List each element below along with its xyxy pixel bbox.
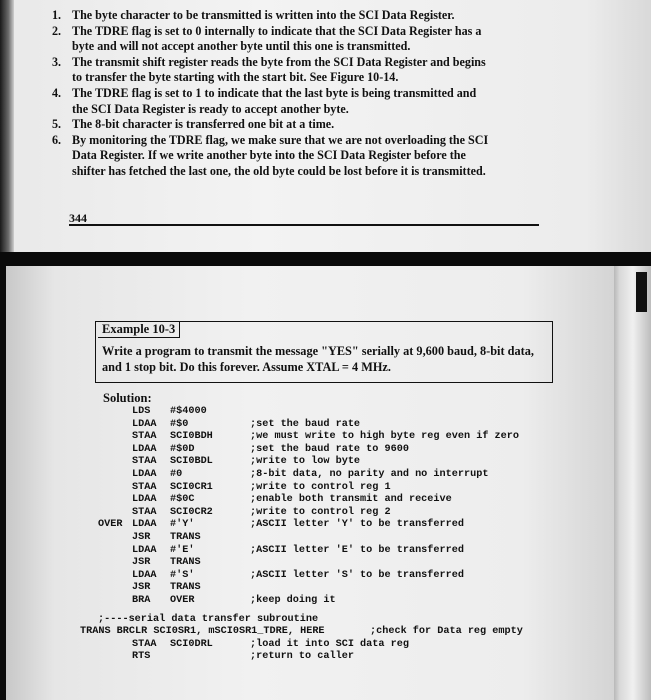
list-item-text: The transmit shift register reads the byte from the SCI Data Register and begins to transfer the byte starting with the start bit. See Figure 10-14.: [72, 54, 486, 85]
code-opcode: JSR: [132, 531, 151, 543]
code-line: [98, 570, 598, 583]
code-operand: SCI0CR1: [170, 481, 213, 493]
list-item: 3. The transmit shift register reads the byte from the SCI Data Register and begins to transfer the byte starting with the start bit. See Figure 10-14.: [52, 54, 486, 85]
code-comment: ;8-bit data, no parity and no interrupt: [250, 468, 489, 480]
code-line: [98, 469, 598, 482]
code-opcode: STAA: [132, 456, 157, 468]
code-opcode: LDAA: [132, 519, 157, 531]
code-comment: ;write to control reg 2: [250, 506, 391, 518]
code-opcode: LDAA: [132, 443, 157, 455]
spine-mark: [636, 272, 647, 312]
list-item: 4. The TDRE flag is set to 1 to indicate that the last byte is being transmitted and the SCI Data Register is ready to accept another byte.: [52, 85, 477, 116]
code-line: [98, 456, 598, 469]
code-line: [98, 582, 598, 595]
list-item-text: The 8-bit character is transferred one bit at a time.: [72, 117, 335, 132]
code-instruction: TRANS BRCLR SCI0SR1, mSCI0SR1_TDRE, HERE: [80, 626, 325, 638]
subroutine-header: ;----serial data transfer subroutine: [98, 613, 319, 625]
code-line: [98, 419, 598, 432]
list-item: 5. The 8-bit character is transferred one bit at a time.: [52, 117, 335, 132]
code-line: [98, 494, 598, 507]
code-opcode: BRA: [132, 594, 151, 606]
code-comment: ;enable both transmit and receive: [250, 494, 452, 506]
code-comment: ;ASCII letter 'E' to be transferred: [250, 544, 464, 556]
list-item-text: The TDRE flag is set to 0 internally to indicate that the SCI Data Register has a byte and will not accept another byte until this one is transmitted.: [72, 23, 482, 54]
code-operand: #0: [170, 468, 183, 480]
code-line: [98, 444, 598, 457]
example-box: [95, 321, 553, 383]
code-line: [98, 507, 598, 520]
code-operand: #$0: [170, 418, 189, 430]
code-opcode: RTS: [132, 651, 151, 663]
list-item-text: By monitoring the TDRE flag, we make sure that we are not overloading the SCI Data Register. If we write another byte into the SCI Data Register before the shifter has fetched the last one, the old byte could be lost before it is transmitted.: [72, 132, 489, 178]
code-opcode: LDAA: [132, 569, 157, 581]
code-opcode: LDS: [132, 406, 151, 417]
code-comment: ;we must write to high byte reg even if zero: [250, 431, 519, 443]
code-opcode: JSR: [132, 557, 151, 569]
code-comment: ;ASCII letter 'S' to be transferred: [250, 569, 464, 581]
example-title: Example 10-3: [98, 322, 180, 338]
solution-label: Solution:: [103, 391, 152, 405]
list-item: 2. The TDRE flag is set to 0 internally to indicate that the SCI Data Register has a byte and will not accept another byte until this one is transmitted.: [52, 23, 482, 54]
code-comment: ;write to control reg 1: [250, 481, 391, 493]
code-label: OVER: [98, 519, 123, 531]
assembly-code-listing: [80, 406, 598, 664]
code-operand: #'S': [170, 569, 195, 581]
code-operand: OVER: [170, 594, 195, 606]
code-opcode: STAA: [132, 431, 157, 443]
code-opcode: STAA: [132, 506, 157, 518]
code-line: [98, 431, 598, 444]
code-operand: #$0C: [170, 494, 195, 506]
code-opcode: LDAA: [132, 468, 157, 480]
code-opcode: STAA: [132, 481, 157, 493]
code-line: [98, 557, 598, 570]
code-opcode: JSR: [132, 582, 151, 594]
code-operand: TRANS: [170, 557, 201, 569]
bottom-book-page: [6, 266, 614, 700]
code-operand: TRANS: [170, 582, 201, 594]
code-comment: ;check for Data reg empty: [370, 626, 523, 638]
code-line: [80, 626, 598, 639]
top-book-page: [0, 0, 651, 252]
code-opcode: LDAA: [132, 418, 157, 430]
numbered-step-list: [52, 8, 492, 180]
list-item-text: The TDRE flag is set to 1 to indicate that the last byte is being transmitted and the SCI Data Register is ready to accept another byte.: [72, 85, 477, 116]
code-operand: SCI0CR2: [170, 506, 213, 518]
example-prompt: Write a program to transmit the message "YES" serially at 9,600 baud, 8-bit data, and 1 stop bit. Do this forever. Assume XTAL = 4 MHz.: [102, 344, 534, 374]
code-comment: ;set the baud rate: [250, 418, 361, 430]
code-comment: ;return to caller: [250, 651, 354, 663]
page-number: 344: [69, 211, 87, 225]
code-comment: ;set the baud rate to 9600: [250, 443, 409, 455]
code-comment: ;ASCII letter 'Y' to be transferred: [250, 519, 464, 531]
code-line: [98, 639, 598, 652]
code-line: [98, 595, 598, 608]
code-line: [98, 651, 598, 664]
page-footer-rule: [69, 210, 539, 226]
code-comment: ;keep doing it: [250, 594, 336, 606]
code-operand: #$0D: [170, 443, 195, 455]
list-item: 1. The byte character to be transmitted is written into the SCI Data Register.: [52, 8, 455, 22]
code-opcode: STAA: [132, 638, 157, 650]
code-operand: SCI0DRL: [170, 638, 213, 650]
code-line: [98, 545, 598, 558]
main-program: [98, 406, 598, 608]
list-item-text: The byte character to be transmitted is written into the SCI Data Register.: [72, 8, 455, 22]
code-line: [98, 406, 598, 419]
code-opcode: LDAA: [132, 494, 157, 506]
code-comment: ;write to low byte: [250, 456, 361, 468]
code-operand: #'Y': [170, 519, 195, 531]
code-operand: SCI0BDL: [170, 456, 213, 468]
subroutine-body: [98, 639, 598, 664]
code-opcode: LDAA: [132, 544, 157, 556]
page-gutter-shadow: [0, 0, 14, 252]
code-operand: TRANS: [170, 531, 201, 543]
code-operand: SCI0BDH: [170, 431, 213, 443]
code-line: [98, 482, 598, 495]
code-line: [98, 532, 598, 545]
code-line: [98, 519, 598, 532]
list-item: 6. By monitoring the TDRE flag, we make sure that we are not overloading the SCI Data Register. If we write another byte into the SCI Data Register before the shifter has fetched the last one, the old byte could be lost before it is transmitted.: [52, 132, 489, 178]
code-comment: ;load it into SCI data reg: [250, 638, 409, 650]
code-operand: #$4000: [170, 406, 207, 417]
code-operand: #'E': [170, 544, 195, 556]
